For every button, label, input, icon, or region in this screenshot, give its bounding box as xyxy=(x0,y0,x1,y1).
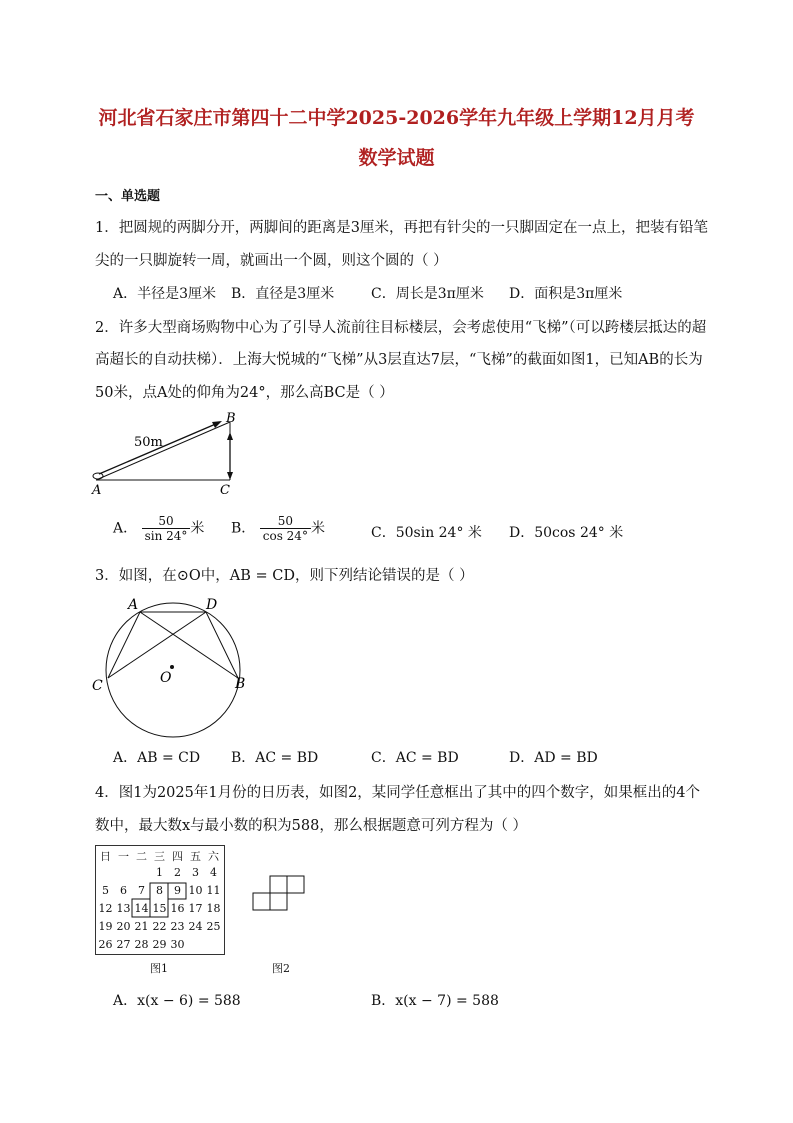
calendar-header-cell: 五 xyxy=(190,850,201,863)
q2-option-a-numerator: 50 xyxy=(142,514,191,529)
calendar-header-cell: 二 xyxy=(136,850,147,863)
point-b-label: B xyxy=(226,411,236,426)
calendar-cell: 7 xyxy=(138,884,145,897)
q2-option-a-unit: 米 xyxy=(190,520,205,537)
q2-option-b-denominator: cos 24° xyxy=(262,529,308,543)
q1-option-b: B．直径是3厘米 xyxy=(231,286,335,302)
q2-option-b-unit: 米 xyxy=(310,520,325,537)
calendar-cell: 14 xyxy=(134,902,149,915)
point-c-label: C xyxy=(92,678,103,694)
calendar-cell: 25 xyxy=(206,920,221,933)
q3-option-d: D．AD = BD xyxy=(509,750,598,766)
calendar-header-cell: 四 xyxy=(172,850,183,863)
point-a-label: A xyxy=(128,597,139,613)
q4-option-b: B．x(x − 7) = 588 xyxy=(371,993,499,1009)
calendar-cell: 19 xyxy=(98,920,113,933)
calendar-cell: 17 xyxy=(188,902,203,915)
calendar-cell: 12 xyxy=(98,902,113,915)
calendar-cell: 22 xyxy=(152,920,167,933)
q3-option-a: A．AB = CD xyxy=(113,750,201,766)
q2-option-b-prefix: B． xyxy=(231,520,256,537)
calendar-cell: 16 xyxy=(170,902,185,915)
calendar-selection-frame xyxy=(96,846,224,954)
q2-option-b-fraction xyxy=(260,514,311,543)
calendar-cell: 23 xyxy=(170,920,185,933)
q1-option-c: C．周长是3π厘米 xyxy=(371,286,484,302)
calendar-cell: 18 xyxy=(206,902,221,915)
q2-option-d: D．50cos 24° 米 xyxy=(509,525,624,541)
calendar-cell: 15 xyxy=(152,902,167,915)
calendar-cell: 30 xyxy=(170,938,185,951)
q2-line2: 高超长的自动扶梯）．上海大悦城的“飞梯”从3层直达7层，“飞梯”的截面如图1，已知AB的长为 xyxy=(95,352,703,368)
calendar-cell: 5 xyxy=(102,884,109,897)
calendar-cell: 8 xyxy=(156,884,163,897)
q4-option-a: A．x(x − 6) = 588 xyxy=(113,993,241,1009)
calendar-cell: 3 xyxy=(192,866,199,879)
center-o-label: O xyxy=(160,670,172,686)
calendar-cell: 28 xyxy=(134,938,149,951)
calendar-header-cell: 日 xyxy=(100,850,111,863)
fig1-caption: 图1 xyxy=(150,962,168,975)
fig2-caption: 图2 xyxy=(272,962,290,975)
calendar-header-cell: 一 xyxy=(118,850,129,863)
point-d-label: D xyxy=(206,597,218,613)
calendar-cell: 13 xyxy=(116,902,131,915)
calendar-cell: 26 xyxy=(98,938,113,951)
q2-option-a-prefix: A． xyxy=(113,520,138,537)
point-a-label: A xyxy=(92,483,102,498)
q3-line1: 3．如图，在⊙O中，AB = CD，则下列结论错误的是（ ） xyxy=(95,568,474,584)
length-label: 50m xyxy=(134,435,163,450)
q2-option-a xyxy=(113,514,204,543)
q1-option-d: D．面积是3π厘米 xyxy=(509,286,623,302)
q1-line1: 1．把圆规的两脚分开，两脚间的距离是3厘米，再把有针尖的一只脚固定在一点上，把装有铅笔 xyxy=(95,220,708,236)
calendar-cell: 21 xyxy=(134,920,149,933)
calendar-cell: 29 xyxy=(152,938,167,951)
calendar-header-cell: 六 xyxy=(208,850,219,863)
q4-line2: 数中，最大数x与最小数的积为588，那么根据题意可列方程为（ ） xyxy=(95,818,527,834)
q2-option-c: C．50sin 24° 米 xyxy=(371,525,482,541)
calendar-cell: 11 xyxy=(206,884,221,897)
grid-shape-figure xyxy=(252,874,308,912)
q3-option-b: B．AC = BD xyxy=(231,750,319,766)
calendar-cell: 27 xyxy=(116,938,131,951)
q2-line3: 50米，点A处的仰角为24°，那么高BC是（ ） xyxy=(95,385,394,401)
calendar-header-cell: 三 xyxy=(154,850,165,863)
calendar-cell: 2 xyxy=(174,866,181,879)
point-c-label: C xyxy=(220,483,230,498)
calendar-cell: 1 xyxy=(156,866,163,879)
q3-option-c: C．AC = BD xyxy=(371,750,459,766)
q1-line2: 尖的一只脚旋转一周，就画出一个圆，则这个圆的（ ） xyxy=(95,253,448,269)
q2-option-b xyxy=(231,514,325,543)
escalator-figure xyxy=(88,410,248,500)
calendar-cell: 4 xyxy=(210,866,217,879)
calendar-cell: 6 xyxy=(120,884,127,897)
calendar-cell: 24 xyxy=(188,920,203,933)
section-heading: 一、单选题 xyxy=(95,189,161,204)
page-subtitle: 数学试题 xyxy=(358,147,435,169)
q1-option-a: A．半径是3厘米 xyxy=(113,286,217,302)
q2-option-a-denominator: sin 24° xyxy=(144,529,188,543)
calendar-cell: 20 xyxy=(116,920,131,933)
point-b-label: B xyxy=(235,676,246,692)
calendar-cell: 9 xyxy=(174,884,181,897)
calendar-table xyxy=(95,845,225,955)
q2-line1: 2．许多大型商场购物中心为了引导人流前往目标楼层，会考虑使用“飞梯”（可以跨楼层抵达的超 xyxy=(95,320,707,336)
calendar-cell: 10 xyxy=(188,884,203,897)
q4-line1: 4．图1为2025年1月份的日历表，如图2，某同学任意框出了其中的四个数字，如果框出的4个 xyxy=(95,785,701,801)
circle-figure xyxy=(88,590,263,740)
q2-option-b-numerator: 50 xyxy=(260,514,311,529)
q2-option-a-fraction xyxy=(142,514,191,543)
page-title: 河北省石家庄市第四十二中学2025-2026学年九年级上学期12月月考 xyxy=(98,107,695,129)
